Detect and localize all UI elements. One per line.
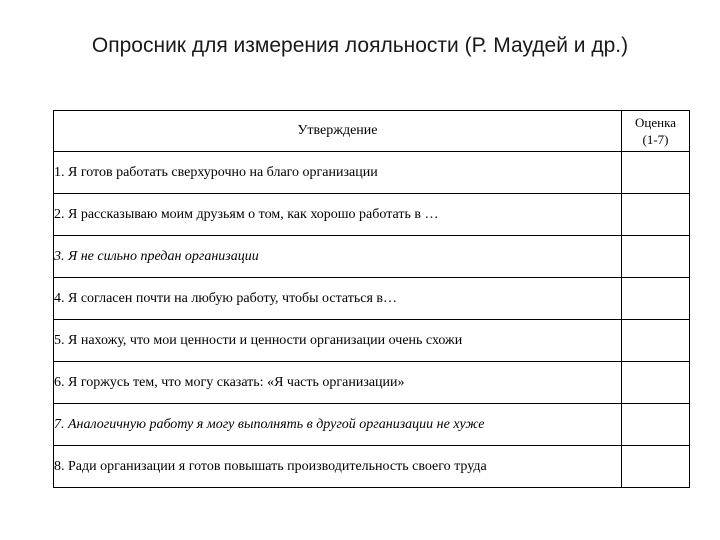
score-header-label: Оценка	[635, 115, 676, 130]
statement-column-header: Утверждение	[54, 111, 622, 152]
table-row	[54, 362, 690, 404]
statement-cell: 1. Я готов работать сверхурочно на благо организации	[54, 152, 622, 194]
statement-cell: 6. Я горжусь тем, что могу сказать: «Я часть организации»	[54, 362, 622, 404]
table-row	[54, 152, 690, 194]
score-cell[interactable]	[622, 152, 690, 194]
table-header-row	[54, 111, 690, 152]
table-row	[54, 446, 690, 488]
table-row	[54, 320, 690, 362]
statement-cell: 3. Я не сильно предан организации	[54, 236, 622, 278]
statement-cell: 7. Аналогичную работу я могу выполнять в другой организации не хуже	[54, 404, 622, 446]
score-cell[interactable]	[622, 362, 690, 404]
page-title: Опросник для измерения лояльности (Р. Маудей и др.)	[91, 34, 629, 57]
score-cell[interactable]	[622, 194, 690, 236]
score-header-range: (1-7)	[642, 132, 669, 147]
score-cell[interactable]	[622, 236, 690, 278]
table-row	[54, 236, 690, 278]
score-cell[interactable]	[622, 278, 690, 320]
statement-cell: 5. Я нахожу, что мои ценности и ценности организации очень схожи	[54, 320, 622, 362]
table-row	[54, 194, 690, 236]
score-cell[interactable]	[622, 446, 690, 488]
score-column-header	[622, 111, 690, 152]
statement-cell: 8. Ради организации я готов повышать производительность своего труда	[54, 446, 622, 488]
statement-cell: 2. Я рассказываю моим друзьям о том, как хорошо работать в …	[54, 194, 622, 236]
score-cell[interactable]	[622, 404, 690, 446]
table-row	[54, 404, 690, 446]
statement-cell: 4. Я согласен почти на любую работу, чтобы остаться в…	[54, 278, 622, 320]
score-cell[interactable]	[622, 320, 690, 362]
questionnaire-table	[53, 110, 690, 488]
table-row	[54, 278, 690, 320]
